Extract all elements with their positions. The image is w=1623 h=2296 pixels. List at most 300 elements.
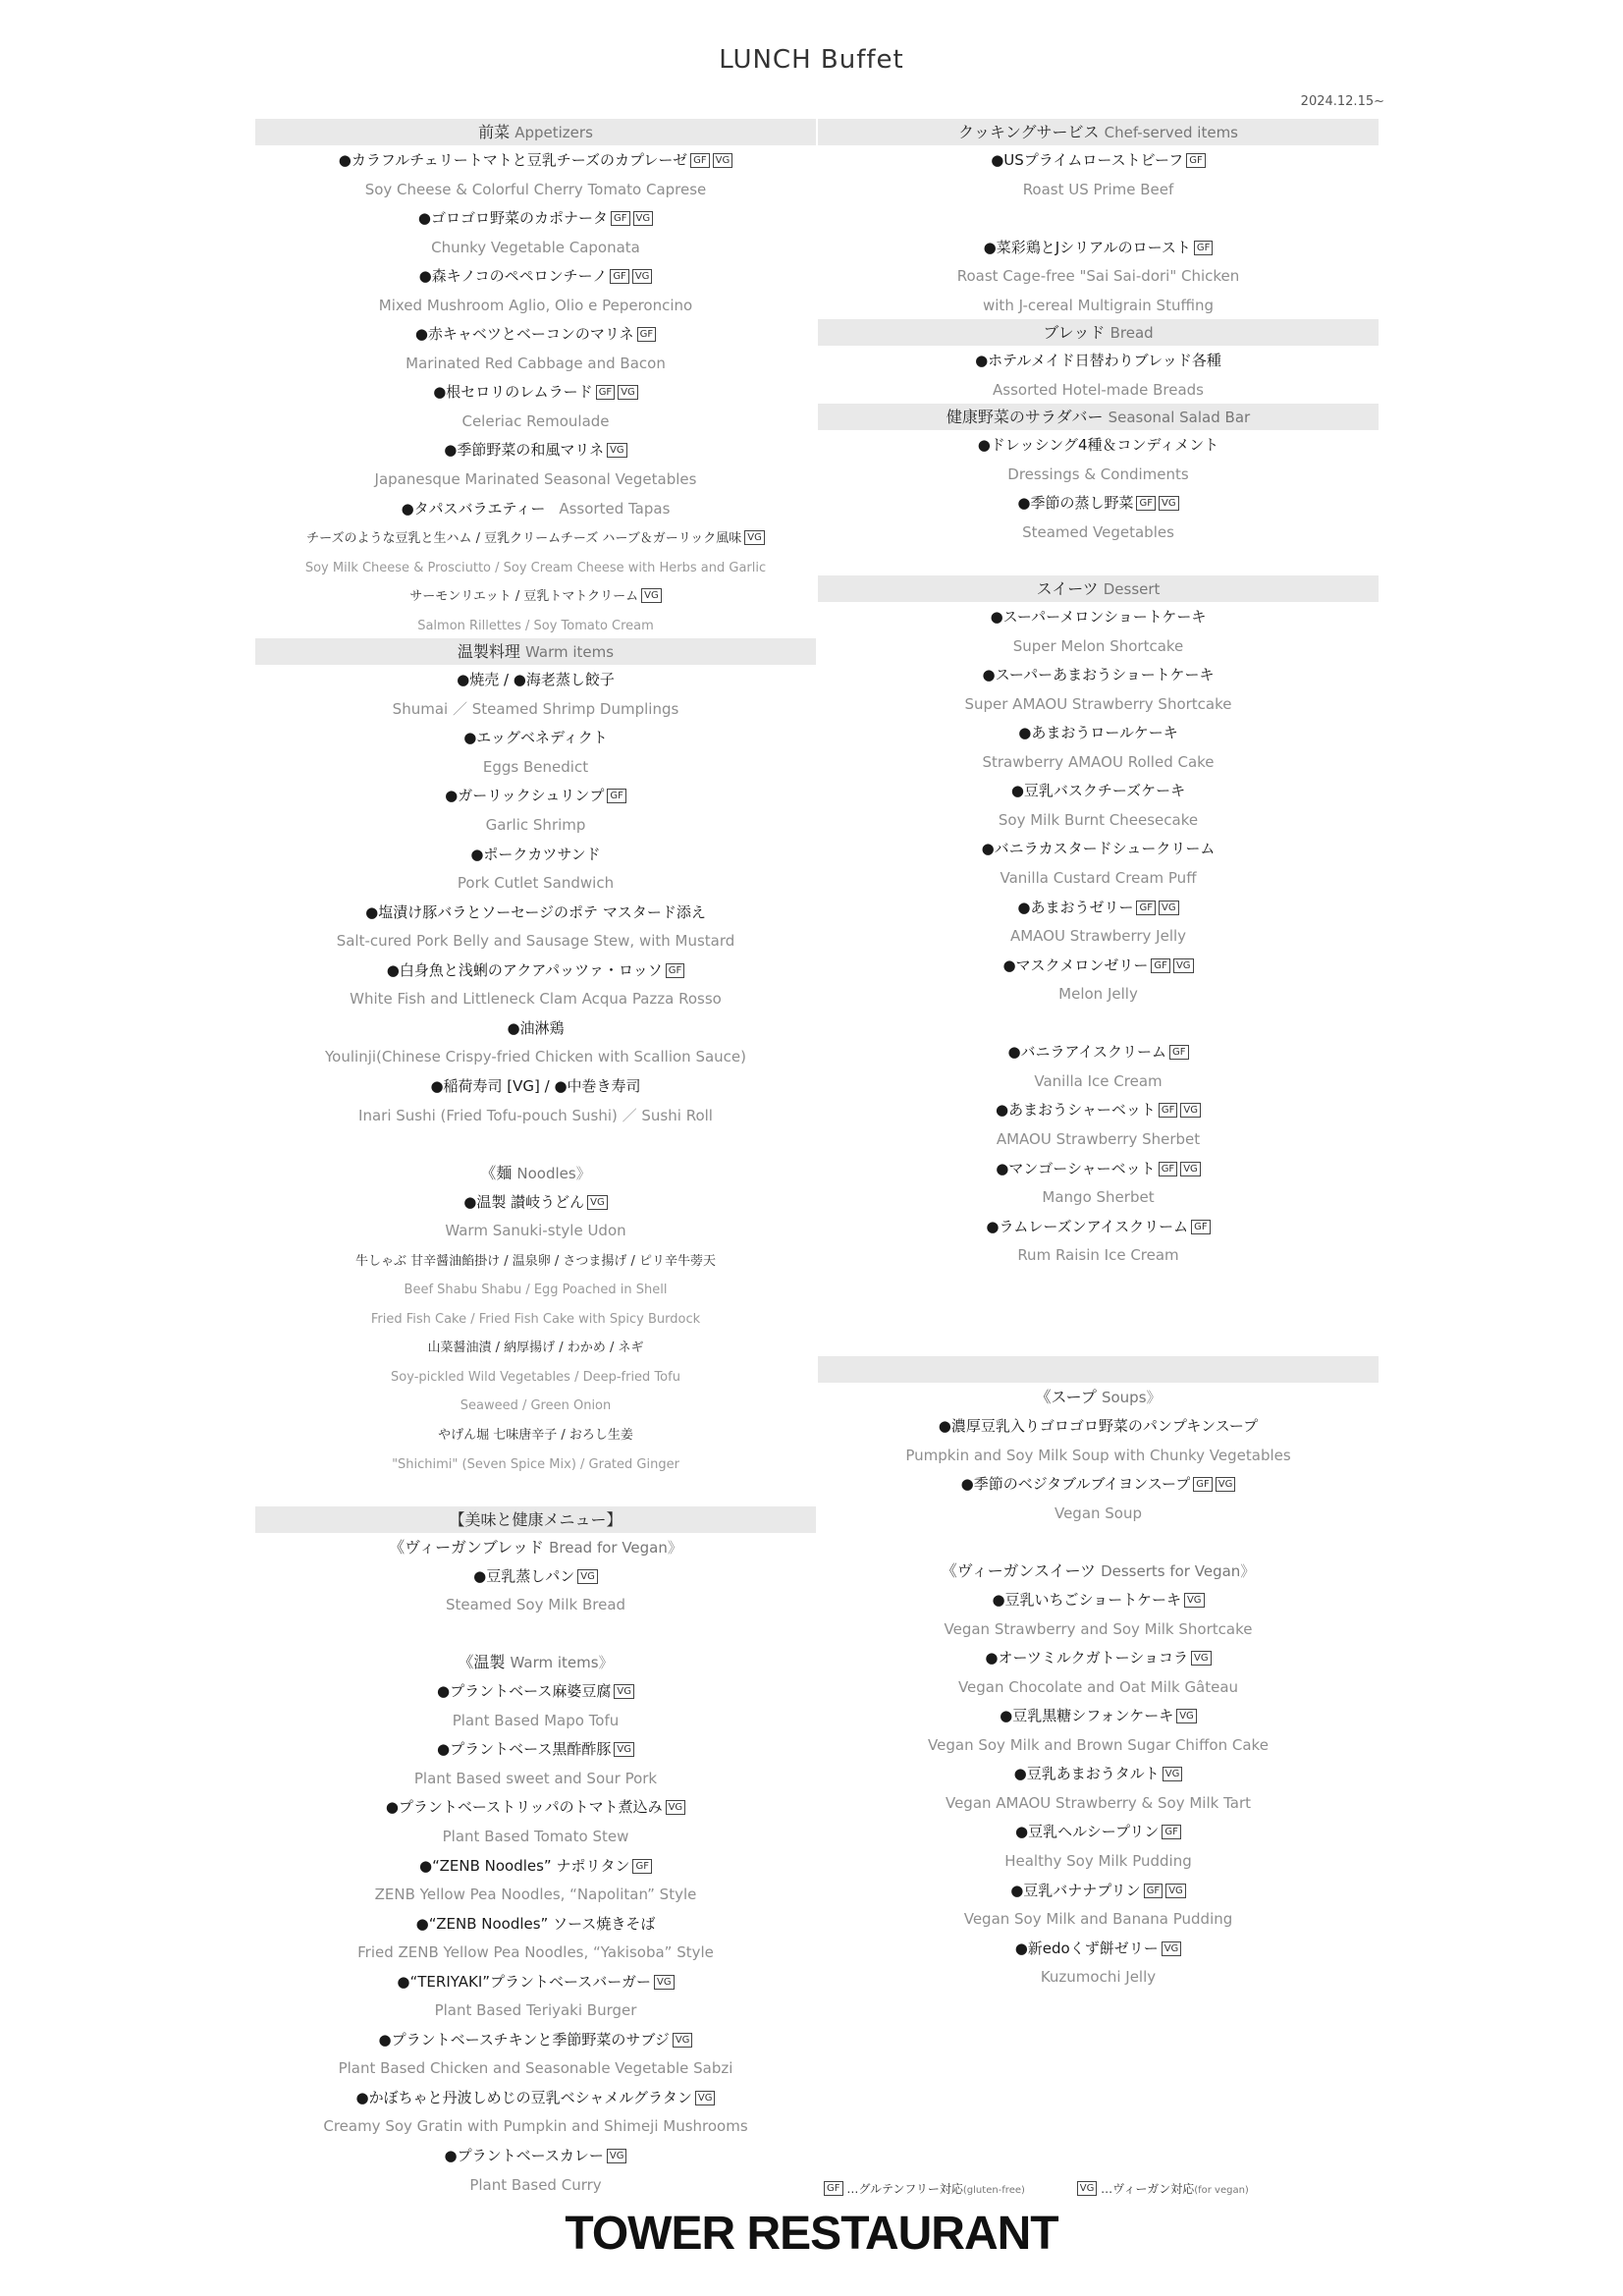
menu-item-row <box>255 956 816 985</box>
menu-item-name-jp: ●ホテルメイド日替わりブレッド各種 <box>975 352 1221 370</box>
page-title: LUNCH Buffet <box>719 45 904 75</box>
menu-item-name-en: with J-cereal Multigrain Stuffing <box>983 296 1214 314</box>
menu-item-row <box>818 1904 1379 1934</box>
menu-item-row <box>818 145 1379 175</box>
menu-item-name-en: White Fish and Littleneck Clam Acqua Pazza Rosso <box>350 990 722 1009</box>
section-title-jp: クッキングサービス <box>957 123 1100 141</box>
menu-item-row <box>255 1880 816 1909</box>
section-header <box>818 119 1379 145</box>
menu-item-row <box>255 1245 816 1275</box>
section-title-en: Warm items <box>525 643 615 662</box>
menu-item-row <box>255 840 816 869</box>
section-header <box>818 1356 1379 1383</box>
menu-item-row <box>255 1734 816 1764</box>
menu-item-name-jp: ●菜彩鶏とJシリアルのロースト <box>983 238 1191 256</box>
menu-item-name-jp: ●あまおうシャーベット <box>996 1101 1156 1120</box>
menu-item-row <box>255 1071 816 1101</box>
section-title-en: Bread <box>1109 324 1154 343</box>
section-title-jp: 《スープ <box>1035 1388 1097 1407</box>
menu-item-row <box>255 377 816 407</box>
gf-tag-icon: GF <box>632 1859 652 1874</box>
vg-tag-icon: VG <box>607 2149 627 2163</box>
gf-tag-icon: GF <box>824 2181 843 2196</box>
menu-item-name-en: Vanilla Ice Cream <box>1034 1071 1163 1090</box>
section-header <box>818 319 1379 346</box>
menu-item-row <box>818 1499 1379 1528</box>
right-column <box>818 119 1379 1992</box>
vg-tag-icon: VG <box>654 1975 675 1990</box>
menu-item-row <box>818 1701 1379 1730</box>
menu-item-name-jp: ●エッグベネディクト <box>463 729 608 747</box>
menu-item-row <box>818 460 1379 489</box>
menu-item-name-jp: ●油淋鶏 <box>507 1018 565 1037</box>
menu-item-row <box>255 1938 816 1967</box>
menu-item-row <box>818 776 1379 805</box>
menu-item-name-jp: ●森キノコのペペロンチーノ <box>418 267 608 286</box>
menu-item-name-en: Soy Cheese & Colorful Cherry Tomato Caprese <box>364 180 707 198</box>
menu-item-row <box>255 1332 816 1361</box>
menu-item-name-en: Rum Raisin Ice Cream <box>1017 1246 1179 1265</box>
vg-tag-icon: VG <box>1184 1593 1205 1608</box>
menu-item-name-en: Salmon Rillettes / Soy Tomato Cream <box>417 618 654 633</box>
menu-item-name-jp: ●プラントベーストリッパのトマト煮込み <box>385 1798 663 1817</box>
gf-tag-icon: GF <box>1193 1477 1213 1492</box>
menu-item-row <box>255 1590 816 1619</box>
section-title-en: Noodles》 <box>516 1164 591 1182</box>
section-title-jp: 【美味と健康メニュー】 <box>449 1509 622 1529</box>
menu-item-name-en: Soy Milk Cheese & Prosciutto / Soy Cream Cheese with Herbs and Garlic <box>304 560 767 575</box>
menu-item-name-en: Dressings & Condiments <box>1007 465 1189 483</box>
menu-item-row <box>255 2170 816 2200</box>
menu-item-name-jp: ●豆乳バナナプリン <box>1010 1881 1141 1899</box>
section-title-en: Desserts for Vegan》 <box>1101 1562 1256 1581</box>
menu-item-name-en: Mango Sherbet <box>1042 1188 1155 1207</box>
gf-tag-icon: GF <box>610 269 629 284</box>
menu-item-name-en: Seaweed / Green Onion <box>460 1398 612 1414</box>
menu-item-name-jp: ●プラントベースカレー <box>444 2147 604 2164</box>
gf-tag-icon: GF <box>607 789 626 803</box>
vg-tag-icon: VG <box>587 1195 608 1210</box>
menu-item-row <box>818 718 1379 747</box>
menu-item-name-jp: ●あまおうロールケーキ <box>1018 724 1178 742</box>
menu-item-row <box>255 1561 816 1591</box>
menu-item-row <box>255 261 816 291</box>
section-title-en: Appetizers <box>514 124 593 141</box>
menu-item-name-jp: ●豆乳あまおうタルト <box>1013 1765 1160 1783</box>
menu-item-row <box>818 747 1379 777</box>
menu-item-name-en: Plant Based Tomato Stew <box>442 1827 629 1845</box>
menu-item-name-en: Beef Shabu Shabu / Egg Poached in Shell <box>404 1283 668 1298</box>
menu-item-row <box>255 407 816 436</box>
gf-tag-icon: GF <box>690 153 710 168</box>
menu-item-name-en: Pork Cutlet Sandwich <box>457 874 615 893</box>
menu-item-name-jp: ●赤キャベツとベーコンのマリネ <box>414 325 634 344</box>
menu-item-row <box>818 834 1379 863</box>
gf-tag-icon: GF <box>1136 901 1156 915</box>
section-title-jp: スイーツ <box>1036 579 1099 599</box>
subsection-header <box>255 1533 816 1561</box>
section-title-en: Dessert <box>1103 580 1161 599</box>
menu-item-row <box>818 1817 1379 1846</box>
menu-item-row <box>818 261 1379 291</box>
menu-item-row <box>255 1706 816 1735</box>
menu-item-row <box>818 1037 1379 1066</box>
menu-item-row <box>818 233 1379 262</box>
legend-vg-label: …ヴィーガン対応 <box>1101 2182 1195 2196</box>
menu-item-name-en: Plant Based Curry <box>469 2175 602 2194</box>
menu-item-name-en: Fried Fish Cake / Fried Fish Cake with Spicy Burdock <box>370 1311 701 1327</box>
section-header <box>818 404 1379 430</box>
menu-item-row <box>255 752 816 782</box>
vg-tag-icon: VG <box>666 1800 686 1815</box>
section-title-jp: ブレッド <box>1043 323 1106 343</box>
menu-item-row <box>255 1101 816 1130</box>
subsection-header <box>818 1383 1379 1411</box>
gf-tag-icon: GF <box>637 327 657 342</box>
section-title-jp: 温製料理 <box>457 642 520 662</box>
menu-item-name-jp: ●白身魚と浅蜊のアクアパッツァ・ロッソ <box>386 960 663 979</box>
menu-item-row <box>255 1851 816 1881</box>
menu-item-row <box>818 602 1379 631</box>
gf-tag-icon: GF <box>1194 241 1214 255</box>
menu-item-row <box>255 898 816 927</box>
vg-tag-icon: VG <box>633 211 654 226</box>
menu-item-name-jp: 牛しゃぶ 甘辛醤油餡掛け / 温泉卵 / さつま揚げ / ピリ辛牛蒡天 <box>354 1253 717 1269</box>
menu-item-name-en: Vegan Soy Milk and Brown Sugar Chiffon Cake <box>928 1735 1269 1754</box>
menu-item-name-jp: ●塩漬け豚バラとソーセージのポテ マスタード添え <box>365 902 706 921</box>
vg-tag-icon: VG <box>632 269 653 284</box>
vg-tag-icon: VG <box>618 385 638 400</box>
menu-item-name-jp: ●ドレッシング4種＆コンディメント <box>977 436 1219 455</box>
menu-item-name-en: Super AMAOU Strawberry Shortcake <box>964 694 1232 713</box>
menu-item-name-jp: ●豆乳黒糖シフォンケーキ <box>1000 1707 1174 1725</box>
menu-item-row <box>255 1822 816 1851</box>
menu-item-name-jp: ●かぼちゃと丹波しめじの豆乳ベシャメルグラタン <box>355 2088 692 2106</box>
menu-item-row <box>818 1066 1379 1096</box>
section-title-jp: 《ヴィーガンスイーツ <box>941 1561 1096 1581</box>
menu-item-row <box>818 863 1379 893</box>
section-header <box>818 575 1379 602</box>
menu-item-name-en: Roast US Prime Beef <box>1022 180 1174 198</box>
menu-item-row <box>255 319 816 349</box>
legend-vg-en: (for vegan) <box>1194 2185 1249 2196</box>
menu-item-name-en: ZENB Yellow Pea Noodles, “Napolitan” Style <box>374 1886 697 1904</box>
vg-tag-icon: VG <box>1077 2181 1098 2196</box>
section-title-jp: 前菜 <box>478 123 511 141</box>
menu-item-row <box>818 1240 1379 1270</box>
vg-tag-icon: VG <box>744 530 765 545</box>
menu-item-row <box>255 694 816 724</box>
menu-item-row <box>255 494 816 523</box>
menu-item-row <box>255 1419 816 1449</box>
menu-item-row <box>255 2111 816 2141</box>
subsection-header <box>255 1648 816 1676</box>
menu-item-row <box>255 723 816 752</box>
gf-tag-icon: GF <box>1136 496 1156 511</box>
menu-item-row <box>818 291 1379 320</box>
section-header <box>255 119 816 145</box>
menu-item-name-en: Plant Based Chicken and Seasonable Vegetable Sabzi <box>338 2059 733 2078</box>
menu-item-row <box>255 2083 816 2112</box>
gf-tag-icon: GF <box>596 385 616 400</box>
menu-item-row <box>255 349 816 378</box>
menu-item-row <box>818 1095 1379 1124</box>
menu-item-name-jp: ●豆乳バスクチーズケーキ <box>1010 782 1186 800</box>
gf-tag-icon: GF <box>1169 1045 1189 1060</box>
menu-item-name-en: Vegan Soy Milk and Banana Pudding <box>963 1910 1233 1929</box>
menu-item-row <box>818 346 1379 375</box>
gf-tag-icon: GF <box>1151 958 1170 973</box>
vg-tag-icon: VG <box>1191 1651 1212 1666</box>
gf-tag-icon: GF <box>611 211 630 226</box>
menu-item-name-jp: ●マスクメロンゼリー <box>1002 956 1149 974</box>
menu-item-row <box>255 203 816 233</box>
menu-item-name-en: Steamed Vegetables <box>1022 523 1174 542</box>
menu-item-row <box>818 1469 1379 1499</box>
menu-item-name-jp: 山菜醤油漬 / 納厚揚げ / わかめ / ネギ <box>427 1340 644 1356</box>
spacer <box>255 1619 816 1649</box>
vg-tag-icon: VG <box>713 153 733 168</box>
menu-item-name-jp: ●季節の蒸し野菜 <box>1017 494 1134 513</box>
menu-item-row <box>818 805 1379 835</box>
section-title-jp: 《ヴィーガンブレッド <box>389 1537 545 1557</box>
menu-item-row <box>255 610 816 639</box>
menu-item-row <box>255 1909 816 1939</box>
gf-tag-icon: GF <box>1144 1884 1163 1898</box>
menu-item-name-jp: ●新edoくず餅ゼリー <box>1014 1939 1159 1957</box>
menu-item-row <box>255 291 816 320</box>
menu-item-row <box>255 1764 816 1793</box>
menu-item-name-en: Steamed Soy Milk Bread <box>445 1596 626 1614</box>
gf-tag-icon: GF <box>1186 153 1206 168</box>
menu-item-row <box>818 1212 1379 1241</box>
vg-tag-icon: VG <box>673 2033 693 2048</box>
menu-item-row <box>255 145 816 175</box>
menu-item-name-en: Super Melon Shortcake <box>1012 636 1184 655</box>
gf-tag-icon: GF <box>1191 1220 1211 1234</box>
menu-item-row <box>255 233 816 262</box>
menu-item-row <box>818 1614 1379 1644</box>
menu-item-name-en: Assorted Tapas <box>559 499 671 518</box>
menu-item-name-en: Japanesque Marinated Seasonal Vegetables <box>374 470 697 489</box>
vg-tag-icon: VG <box>1173 958 1194 973</box>
menu-item-row <box>255 1792 816 1822</box>
vg-tag-icon: VG <box>577 1569 598 1584</box>
legend-gf <box>821 2182 1029 2196</box>
menu-item-name-en: Marinated Red Cabbage and Bacon <box>406 354 666 372</box>
section-title-jp: 《麺 <box>480 1163 513 1182</box>
menu-item-name-en: Soy Milk Burnt Cheesecake <box>998 810 1199 829</box>
menu-item-row <box>255 665 816 694</box>
menu-item-name-jp: チーズのような豆乳と生ハム / 豆乳クリームチーズ ハーブ＆ガーリック風味 <box>306 531 742 547</box>
menu-item-name-en: Soy-pickled Wild Vegetables / Deep-fried Tofu <box>391 1369 680 1385</box>
menu-item-row <box>818 488 1379 518</box>
menu-item-name-jp: ●“ZENB Noodles” ソース焼きそば <box>415 1914 656 1933</box>
vg-tag-icon: VG <box>1162 1941 1182 1956</box>
section-title-jp: 《温製 <box>458 1653 506 1672</box>
section-title-en: Warm items》 <box>510 1654 614 1672</box>
spacer <box>818 1270 1379 1299</box>
menu-item-row <box>818 1846 1379 1876</box>
menu-item-row <box>818 1643 1379 1672</box>
menu-item-row <box>255 1390 816 1419</box>
menu-item-row <box>818 921 1379 951</box>
menu-item-name-en: Chunky Vegetable Caponata <box>431 238 640 256</box>
menu-item-name-jp: ●タパスバラエティー <box>401 499 546 518</box>
menu-item-row <box>818 631 1379 661</box>
menu-item-row <box>818 1585 1379 1614</box>
menu-item-name-en: Melon Jelly <box>1058 985 1138 1004</box>
menu-item-row <box>818 1934 1379 1963</box>
vg-tag-icon: VG <box>1216 1477 1236 1492</box>
menu-item-name-en: Fried ZENB Yellow Pea Noodles, “Yakisoba” Style <box>357 1943 714 1962</box>
menu-item-row <box>255 1303 816 1333</box>
menu-item-row <box>255 2053 816 2083</box>
menu-item-row <box>255 522 816 552</box>
menu-item-name-jp: やげん堀 七味唐辛子 / おろし生姜 <box>438 1427 633 1443</box>
menu-item-row <box>255 1967 816 1996</box>
menu-item-row <box>818 1759 1379 1788</box>
vg-tag-icon: VG <box>641 588 662 603</box>
menu-item-row <box>818 893 1379 922</box>
vg-tag-icon: VG <box>1165 1884 1186 1898</box>
gf-tag-icon: GF <box>666 963 685 978</box>
menu-item-name-jp: ●USプライムローストビーフ <box>991 151 1184 169</box>
spacer <box>818 547 1379 576</box>
menu-item-name-jp: ●豆乳蒸しパン <box>473 1566 575 1585</box>
menu-item-row <box>818 430 1379 460</box>
menu-item-row <box>818 518 1379 547</box>
section-header <box>255 638 816 665</box>
menu-item-name-en: Vegan Chocolate and Oat Milk Gâteau <box>957 1677 1239 1696</box>
menu-item-row <box>255 1042 816 1071</box>
menu-item-name-en: AMAOU Strawberry Jelly <box>1009 927 1187 946</box>
menu-item-name-jp: ●季節のベジタブルブイヨンスープ <box>960 1475 1191 1494</box>
menu-item-name-en: Assorted Hotel-made Breads <box>993 380 1204 399</box>
menu-item-name-en: Kuzumochi Jelly <box>1040 1968 1157 1987</box>
tag-legend <box>821 2180 1294 2197</box>
menu-item-name-jp: ●ラムレーズンアイスクリーム <box>986 1217 1189 1235</box>
menu-item-row <box>255 2025 816 2054</box>
gf-tag-icon: GF <box>1159 1162 1178 1176</box>
menu-item-row <box>818 375 1379 405</box>
menu-item-name-en: Vegan Soup <box>1054 1503 1143 1522</box>
menu-item-row <box>255 984 816 1013</box>
menu-item-name-jp: ●プラントベースチキンと季節野菜のサブジ <box>378 2030 670 2049</box>
menu-item-row <box>255 1216 816 1245</box>
menu-item-name-en: Creamy Soy Gratin with Pumpkin and Shimeji Mushrooms <box>323 2117 748 2136</box>
menu-item-name-jp: ●“TERIYAKI”プラントベースバーガー <box>397 1972 651 1991</box>
spacer <box>818 1298 1379 1328</box>
vg-tag-icon: VG <box>1176 1709 1197 1723</box>
subsection-header <box>818 1557 1379 1585</box>
menu-item-row <box>818 175 1379 204</box>
menu-item-name-jp: ●あまおうゼリー <box>1017 898 1134 916</box>
menu-item-row <box>818 1182 1379 1212</box>
menu-item-name-jp: ●豆乳いちごショートケーキ <box>992 1591 1181 1610</box>
menu-item-row <box>818 951 1379 980</box>
menu-item-name-jp: ●“ZENB Noodles” ナポリタン <box>419 1856 630 1875</box>
menu-item-name-en: Shumai ／ Steamed Shrimp Dumplings <box>392 699 679 718</box>
menu-item-name-en: Salt-cured Pork Belly and Sausage Stew, with Mustard <box>336 932 735 951</box>
restaurant-logo: TOWER RESTAURANT <box>565 2208 1058 2260</box>
spacer <box>818 1528 1379 1558</box>
legend-gf-label: …グルテンフリー対応 <box>846 2182 963 2196</box>
menu-item-row <box>255 1676 816 1706</box>
menu-item-name-en: Healthy Soy Milk Pudding <box>1004 1851 1192 1870</box>
menu-item-name-en: Warm Sanuki-style Udon <box>445 1222 626 1240</box>
menu-item-name-en: Eggs Benedict <box>482 757 589 776</box>
menu-item-name-jp: ●プラントベース麻婆豆腐 <box>437 1682 612 1701</box>
menu-item-row <box>255 926 816 956</box>
menu-item-row <box>255 435 816 465</box>
spacer <box>818 1328 1379 1357</box>
menu-item-name-jp: ●ガーリックシュリンプ <box>445 787 605 805</box>
menu-item-row <box>255 1187 816 1217</box>
menu-item-name-jp: ●スーパーメロンショートケーキ <box>990 608 1207 627</box>
menu-item-name-jp: ●バニラアイスクリーム <box>1007 1043 1167 1062</box>
vg-tag-icon: VG <box>614 1742 634 1757</box>
menu-item-row <box>818 1788 1379 1818</box>
menu-item-row <box>255 465 816 494</box>
menu-item-name-jp: ●根セロリのレムラード <box>433 383 593 402</box>
vg-tag-icon: VG <box>1159 901 1179 915</box>
section-header <box>255 1506 816 1533</box>
vg-tag-icon: VG <box>1159 496 1179 511</box>
menu-item-row <box>818 979 1379 1009</box>
menu-item-name-jp: ●マンゴーシャーベット <box>996 1159 1156 1177</box>
menu-item-name-en: Roast Cage-free "Sai Sai-dori" Chicken <box>956 267 1240 286</box>
menu-item-name-en: Plant Based Teriyaki Burger <box>434 2001 637 2020</box>
menu-item-name-en: "Shichimi" (Seven Spice Mix) / Grated Ginger <box>392 1456 679 1472</box>
legend-gf-en: (gluten-free) <box>962 2185 1025 2196</box>
menu-item-row <box>255 1995 816 2025</box>
menu-item-row <box>818 1441 1379 1470</box>
menu-item-row <box>255 1449 816 1478</box>
legend-vg <box>1074 2182 1249 2196</box>
menu-item-name-jp: ●季節野菜の和風マリネ <box>444 441 605 460</box>
section-title-en: Chef-served items <box>1104 124 1239 141</box>
menu-item-name-jp: ●温製 讃岐うどん <box>463 1192 585 1211</box>
subsection-header <box>255 1159 816 1187</box>
gf-tag-icon: GF <box>1159 1103 1178 1118</box>
vg-tag-icon: VG <box>1180 1162 1201 1176</box>
vg-tag-icon: VG <box>614 1684 634 1699</box>
spacer <box>255 1129 816 1159</box>
menu-item-row <box>255 580 816 610</box>
menu-item-name-jp: ●プラントベース黒酢酢豚 <box>437 1740 612 1759</box>
menu-item-name-jp: ●ポークカツサンド <box>470 845 601 863</box>
menu-item-name-en: Youlinji(Chinese Crispy-fried Chicken with Scallion Sauce) <box>325 1048 746 1066</box>
menu-item-name-en: Vegan AMAOU Strawberry & Soy Milk Tart <box>945 1793 1252 1812</box>
menu-item-row <box>255 810 816 840</box>
menu-item-row <box>818 660 1379 689</box>
menu-item-row <box>818 1672 1379 1702</box>
menu-item-row <box>818 1730 1379 1760</box>
left-column <box>255 119 816 2199</box>
menu-item-row <box>818 1411 1379 1441</box>
gf-tag-icon: GF <box>1162 1825 1181 1839</box>
section-title-en: Seasonal Salad Bar <box>1108 409 1251 427</box>
menu-item-row <box>255 1013 816 1043</box>
menu-item-row <box>818 689 1379 719</box>
effective-date: 2024.12.15~ <box>1300 94 1384 109</box>
menu-item-name-en: Vanilla Custard Cream Puff <box>1000 869 1197 888</box>
menu-item-name-jp: ●稲荷寿司 [VG] / ●中巻き寿司 <box>430 1076 641 1095</box>
section-title-en: Soups》 <box>1101 1389 1162 1407</box>
menu-item-row <box>255 781 816 810</box>
menu-item-name-jp: ●バニラカスタードシュークリーム <box>981 840 1216 858</box>
